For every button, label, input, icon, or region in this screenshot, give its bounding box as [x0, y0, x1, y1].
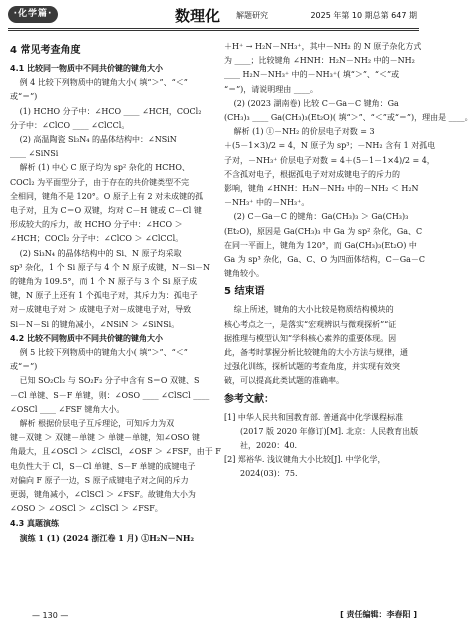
- text-line: 形成较大的斥力，故 HCHO 分子中：∠HCO ＞: [10, 220, 183, 230]
- text-line: 解析 (1) 中心 C 原子均为 sp² 杂化的 HCHO、: [19, 163, 190, 173]
- reference-entry: [2] 郑裕华. 浅议键角大小比较[J]. 中学化学，2024(03)：75.: [224, 455, 386, 479]
- text-line: (2) (2023 湖南卷) 比较 C－Ga－C 键角：Ga: [233, 98, 399, 108]
- text-line: ＋H⁺ → H₂N－NH₃⁺，其中－NH₂ 的 N 原子杂化方式: [224, 42, 422, 51]
- text-line: 全相同，键角不是 120°。O 原子上有 2 对未成键的孤: [10, 191, 204, 201]
- text-line: ＋(5－1×3)/2 = 4，N 原子为 sp³；－NH₂ 含有 1 对孤电: [224, 141, 436, 151]
- text-line: Si－N－Si 的键角减小，∠NSiN ＞ ∠SiNSi。: [10, 319, 180, 329]
- text-line: sp³ 杂化，1 个 Si 原子与 4 个 N 原子成键，N－Si－N: [10, 262, 211, 272]
- text-line: －NH₃⁺ 中的－NH₃⁺。: [224, 198, 310, 208]
- text-line: (2) C－Ga－C 的键角：Ga(CH₃)₃ ＞ Ga(CH₃)₃: [233, 212, 409, 222]
- issue-info: 2025 年第 10 期总第 647 期: [310, 11, 417, 20]
- header-rule-thin: [8, 30, 419, 31]
- text-line: －Cl 单键、S－F 单键，则：∠OSO ____ ∠ClSCl ____: [10, 390, 210, 400]
- text-line: 或“＝”): [10, 92, 38, 102]
- section-heading: 4.1 比较同一物质中不同共价键的键角大小: [10, 64, 163, 73]
- text-line: 键，N 原子上还有 1 个孤电子对，其斥力为：孤电子: [10, 291, 198, 301]
- text-line: “＝”)，请说明理由 ____。: [224, 84, 318, 94]
- left-column: [10, 40, 221, 545]
- text-line: ∠OSO ＞ ∠OSCl ＞ ∠ClSCl ＞ ∠FSF。: [10, 504, 163, 514]
- text-line: 破，可以提高此类试题的准确率。: [224, 376, 344, 386]
- text-line: ____ H₂N－NH₃⁺ 中的－NH₃⁺( 填“＞”、“＜”或: [224, 70, 400, 80]
- text-line: 对－成键电子对 ＞ 成键电子对－成键电子对，导致: [10, 305, 192, 315]
- text-line: 的键角为 109.5°，而 1 个 N 原子与 3 个 Si 原子成: [10, 277, 198, 287]
- section-heading: 参考文献：: [224, 393, 274, 405]
- text-line: COCl₂ 为平面型分子，由于存在的共价键类型不完: [10, 177, 190, 187]
- text-line: 解析 (1) ①－NH₂ 的价层电子对数 = 3: [233, 127, 375, 137]
- right-column: [224, 40, 473, 482]
- section-heading: 4.2 比较不同物质中不同共价键的键角大小: [10, 333, 163, 343]
- text-line: 已知 SO₂Cl₂ 与 SO₂F₂ 分子中含有 S＝O 双键、S: [19, 376, 200, 386]
- text-line: Ga 为 sp³ 杂化，Ga、C、O 为四面体结构，C－Ga－C: [224, 255, 426, 265]
- text-line: 电负性大于 Cl，S－Cl 单键、S－F 单键的成键电子: [10, 461, 196, 471]
- text-line: 过强化训练，探析试题的考查角度，并实现有效突: [224, 362, 400, 372]
- text-line: (1) HCHO 分子中：∠HCO ____ ∠HCH，COCl₂: [19, 106, 202, 116]
- column-name: 解题研究: [236, 11, 268, 20]
- text-line: (Et₂O)，原因是 Ga(CH₃)₃ 中 Ga 为 sp² 杂化，Ga、C: [224, 226, 423, 236]
- page-number: — 130 —: [32, 611, 69, 620]
- text-line: 电子对，且为 C＝O 双键，均对 C－H 键或 C－Cl 键: [10, 206, 202, 216]
- text-line: 演练 1 (1) (2024 浙江卷 1 月) ①H₂N－NH₂: [19, 532, 194, 543]
- text-line: (CH₃)₃ ____ Ga(CH₃)₃(Et₂O)( 填“＞”、“＜”或“＝”)，理由是 ____。: [224, 113, 473, 123]
- text-line: 键角较小。: [224, 269, 264, 279]
- reference-entry: [1] 中华人民共和国教育部. 普通高中化学课程标准(2017 版 2020 年修订)[M]. 北京：人民教育出版社，2020：40.: [224, 412, 419, 451]
- text-line: 据推理与模型认知”学科核心素养的重要体现。因: [224, 333, 397, 343]
- text-line: 角最大，且∠OSCl ＞ ∠ClSCl，∠OSF ＞ ∠FSF，由于 F: [10, 447, 221, 457]
- text-line: 影响，键角 ∠HNH：H₂N－NH₂ 中的－NH₂ ＜ H₂N: [224, 184, 419, 194]
- text-line: (2) 高温陶瓷 Si₃N₄ 的晶体结构中：∠NSiN: [19, 135, 177, 145]
- section-heading: 4 常见考查角度: [10, 45, 81, 56]
- text-line: 在同一平面上，键角为 120°，而 Ga(CH₃)₃(Et₂O) 中: [224, 240, 417, 250]
- text-line: 例 4 比较下列物质中的键角大小( 填“＞”、“＜”: [19, 78, 188, 88]
- section-badge: ·化学篇·: [8, 6, 58, 23]
- text-line: ∠OSCl ____ ∠FSF 键角大小。: [10, 404, 125, 414]
- text-line: 例 5 比较下列物质中的键角大小( 填“＞”、“＜”: [19, 348, 188, 358]
- text-line: ____ ∠SiNSi: [10, 149, 59, 159]
- text-line: 不含孤对电子，根据孤电子对对成键电子的斥力的: [224, 169, 400, 179]
- editor-credit: [ 责任编辑：李春阳 ]: [340, 610, 417, 619]
- section-heading: 5 结束语: [224, 286, 265, 298]
- text-line: ∠HCH；COCl₂ 分子中：∠ClCO ＞ ∠ClCCl。: [10, 234, 184, 244]
- text-line: 此，备考时掌握分析比较键角的大小方法与规律，通: [224, 348, 408, 358]
- text-line: 解析 根据价层电子互斥理论，可知斥力为双: [19, 419, 175, 429]
- text-line: 综上所述，键角的大小比较是物质结构模块的: [233, 305, 394, 315]
- text-line: 对偏向 F 原子一边，S 原子成键电子对之间的斥力: [10, 475, 189, 485]
- text-line: 为 ____；比较键角 ∠HNH：H₂N－NH₂ 中的－NH₂: [224, 56, 415, 66]
- text-line: 分子中：∠ClCO ____ ∠ClCCl。: [10, 120, 130, 130]
- text-line: 子对，－NH₃⁺ 价层电子对数 = 4＋(5－1－1×4)/2 = 4，: [224, 155, 435, 165]
- magazine-title: 数理化: [175, 7, 221, 25]
- header-rule: [8, 28, 419, 29]
- text-line: 核心考点之一，是落实“宏观辨识与微观探析”“证: [224, 319, 397, 329]
- text-line: 键－双键 ＞ 双键－单键 ＞ 单键－单键，知∠OSO 键: [10, 433, 201, 443]
- text-line: 更弱，键角减小，∠ClSCl ＞ ∠FSF。故键角大小为: [10, 490, 196, 500]
- text-line: 或“＝”): [10, 362, 38, 372]
- text-line: (2) Si₃N₄ 的晶体结构中的 Si、N 原子均采取: [19, 248, 182, 258]
- section-heading: 4.3 真题演练: [10, 518, 59, 528]
